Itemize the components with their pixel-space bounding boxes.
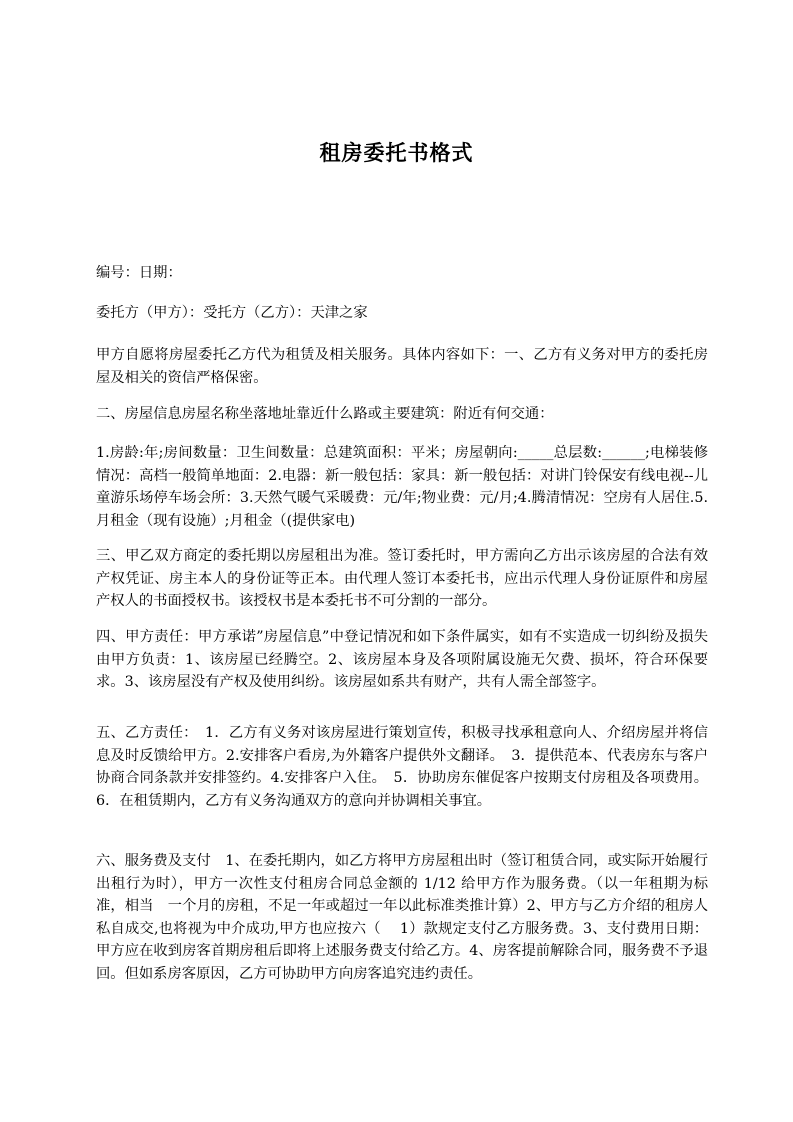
section-3-paragraph: 三、甲乙双方商定的委托期以房屋租出为准。签订委托时，甲方需向乙方出示该房屋的合法有效产权凭证、房主本人的身份证等正本。由代理人签订本委托书，应出示代理人身份证原件和房屋产权人的书面授权书。该授权书是本委托书不可分割的一部分。 xyxy=(96,548,708,609)
property-details-paragraph: 1.房龄:年;房间数量：卫生间数量：总建筑面积：平米；房屋朝向:_____总层数:______;电梯装修情况：高档一般简单地面：2.电器：新一般包括：家具：新一般包括：对讲门铃保安有线电视--儿童游乐场停车场会所：3.天然气暖气采暖费：元/年;物业费：元/月;4.腾清情况：空房有人居住.5.月租金（现有设施）;月租金（(提供家电) xyxy=(96,445,708,529)
intro-paragraph: 甲方自愿将房屋委托乙方代为租赁及相关服务。具体内容如下：一、乙方有义务对甲方的委托房屋及相关的资信严格保密。 xyxy=(96,347,708,386)
section-4-paragraph: 四、甲方责任：甲方承诺”房屋信息”中登记情况和如下条件属实，如有不实造成一切纠纷及损失由甲方负责：1、该房屋已经腾空。2、该房屋本身及各项附属设施无欠费、损坏，符合环保要求。3、该房屋没有产权及使用纠纷。该房屋如系共有财产，共有人需全部签字。 xyxy=(96,629,708,690)
section-5-paragraph: 五、乙方责任： 1．乙方有义务对该房屋进行策划宣传，积极寻找承租意向人、介绍房屋并将信息及时反馈给甲方。2.安排客户看房,为外籍客户提供外文翻译。 3．提供范本、代表房东与客户协商合同条款并安排签约。4.安排客户入住。 5．协助房东催促客户按期支付房租及各项费用。6．在租赁期内，乙方有义务沟通双方的意向并协调相关事宜。 xyxy=(96,725,708,809)
number-date-line: 编号：日期： xyxy=(96,265,182,281)
parties-line: 委托方（甲方）：受托方（乙方）：天津之家 xyxy=(96,305,368,321)
section-6-paragraph: 六、服务费及支付 1、在委托期内，如乙方将甲方房屋租出时（签订租赁合同，或实际开始履行出租行为时），甲方一次性支付租房合同总金额的 1/12 给甲方作为服务费。（以一年租期为标准，相当 一个月的房租，不足一年或超过一年以此标准类推计算）2、甲方与乙方介绍的租房人私自成交,也将视为中介成功,甲方也应按六（ 1）款规定支付乙方服务费。3、支付费用日期：甲方应在收到房客首期房租后即将上述服务费支付给乙方。4、房客提前解除合同，服务费不予退回。但如系房客原因，乙方可协助甲方向房客追究违约责任。 xyxy=(96,853,708,982)
section-2-heading: 二、房屋信息房屋名称坐落地址靠近什么路或主要建筑：附近有何交通： xyxy=(96,406,554,422)
document-title: 租房委托书格式 xyxy=(319,141,474,165)
